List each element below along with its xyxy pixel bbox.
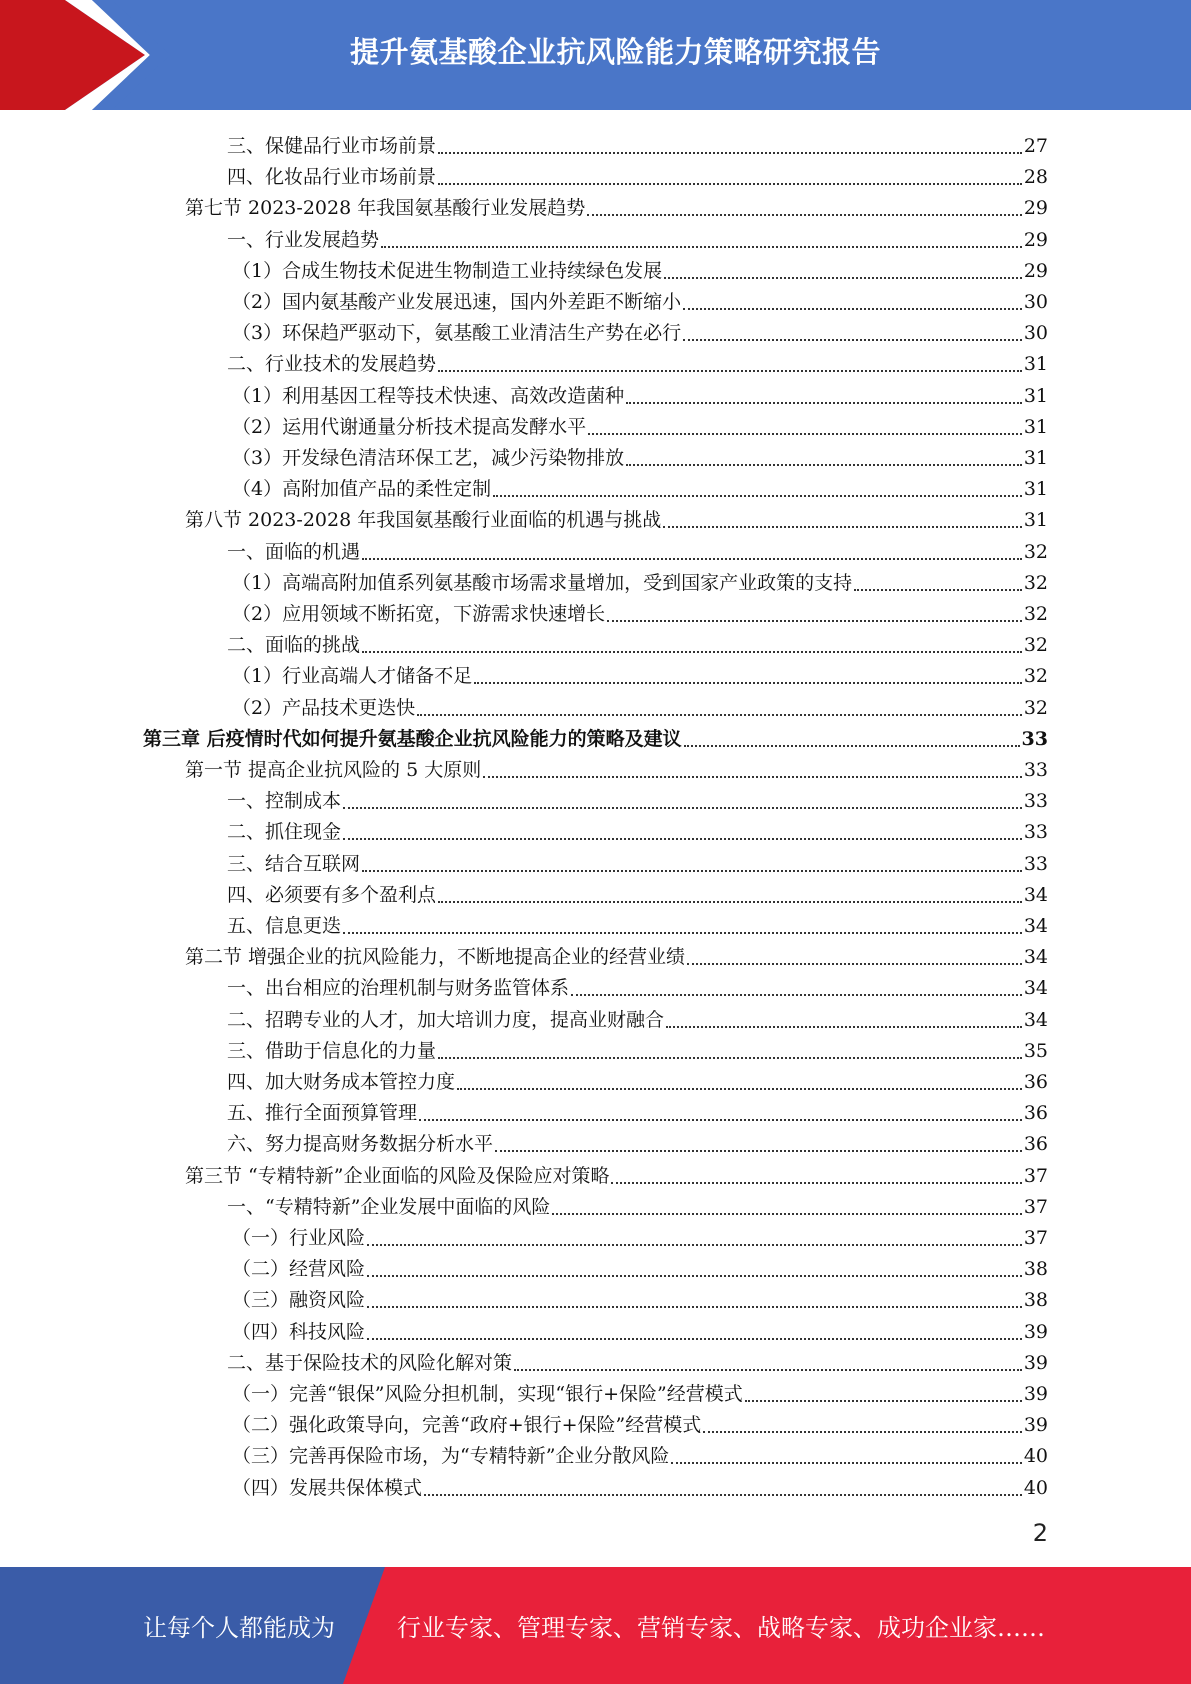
toc-entry-page: 32 <box>1023 665 1048 688</box>
toc-leader-dots <box>362 650 1022 653</box>
toc-entry-page: 31 <box>1023 509 1048 532</box>
toc-entry-label: （二）经营风险 <box>232 1258 366 1281</box>
toc-entry-page: 29 <box>1023 259 1048 282</box>
toc-leader-dots <box>424 1493 1022 1496</box>
toc-entry[interactable] <box>232 595 1048 626</box>
toc-entry-page: 33 <box>1023 821 1048 844</box>
page-footer <box>0 1567 1191 1684</box>
toc-entry-page: 29 <box>1023 228 1048 251</box>
toc-leader-dots <box>626 401 1022 404</box>
toc-leader-dots <box>664 276 1022 279</box>
toc-leader-dots <box>362 557 1022 560</box>
toc-leader-dots <box>611 1181 1021 1184</box>
toc-entry-page: 32 <box>1023 571 1048 594</box>
toc-entry[interactable] <box>227 845 1048 876</box>
toc-entry-page: 31 <box>1023 478 1048 501</box>
toc-leader-dots <box>438 1056 1022 1059</box>
toc-leader-dots <box>362 869 1022 872</box>
toc-entry-label: 四、加大财务成本管控力度 <box>227 1071 456 1093</box>
toc-entry-page: 39 <box>1023 1320 1048 1343</box>
toc-entry-label: 一、控制成本 <box>227 790 342 813</box>
toc-entry[interactable] <box>227 1188 1048 1219</box>
toc-entry-label: 第一节 提高企业抗风险的 5 大原则 <box>185 759 482 781</box>
toc-entry-label: （2）产品技术更迭快 <box>232 696 416 719</box>
toc-entry-page: 36 <box>1023 1102 1048 1125</box>
toc-entry-label: （3）环保趋严驱动下，氨基酸工业清洁生产势在必行 <box>232 322 682 345</box>
toc-leader-dots <box>438 900 1022 903</box>
toc-leader-dots <box>854 588 1022 591</box>
toc-entry-page: 39 <box>1023 1383 1048 1405</box>
toc-entry-label: 一、行业发展趋势 <box>227 228 380 251</box>
toc-entry-page: 39 <box>1023 1414 1048 1437</box>
toc-entry[interactable] <box>227 813 1048 844</box>
toc-leader-dots <box>703 1430 1022 1433</box>
toc-entry-page: 34 <box>1023 915 1048 937</box>
toc-entry-label: （2）国内氨基酸产业发展迅速，国内外差距不断缩小 <box>232 291 682 313</box>
toc-entry[interactable] <box>227 533 1048 564</box>
footer-slogan-left: 让每个人都能成为 <box>143 1614 335 1642</box>
toc-leader-dots <box>343 837 1022 840</box>
toc-entry-page: 37 <box>1023 1195 1048 1218</box>
toc-entry-label: （1）行业高端人才储备不足 <box>232 665 473 688</box>
toc-entry-page: 32 <box>1023 540 1048 563</box>
toc-entry-label: 三、结合互联网 <box>227 852 361 875</box>
toc-entry[interactable] <box>227 1125 1048 1156</box>
toc-leader-dots <box>381 245 1022 248</box>
toc-entry-page: 31 <box>1023 415 1048 438</box>
toc-leader-dots <box>367 1337 1022 1340</box>
toc-entry[interactable] <box>232 1437 1048 1468</box>
toc-entry-label: （4）高附加值产品的柔性定制 <box>232 478 492 501</box>
toc-leader-dots <box>417 713 1022 716</box>
toc-entry-label: （2）应用领域不断拓宽，下游需求快速增长 <box>232 603 606 625</box>
toc-leader-dots <box>745 1399 1022 1402</box>
toc-entry[interactable] <box>227 221 1048 252</box>
toc-entry-page: 40 <box>1023 1445 1048 1468</box>
toc-entry-label: 六、努力提高财务数据分析水平 <box>227 1133 494 1156</box>
toc-entry[interactable] <box>232 1406 1048 1437</box>
toc-entry[interactable] <box>227 1063 1048 1094</box>
toc-entry[interactable] <box>227 345 1048 376</box>
toc-entry-page: 30 <box>1023 322 1048 345</box>
footer-slogan-right: 行业专家、管理专家、营销专家、战略专家、成功企业家…… <box>397 1614 1045 1642</box>
toc-leader-dots <box>671 1461 1021 1464</box>
toc-entry-label: 第二节 增强企业的抗风险能力，不断地提高企业的经营业绩 <box>185 946 686 969</box>
toc-entry-page: 28 <box>1023 166 1048 189</box>
toc-leader-dots <box>474 681 1022 684</box>
toc-entry-page: 34 <box>1023 1008 1048 1031</box>
toc-leader-dots <box>663 525 1022 528</box>
page-number: 2 <box>1032 1519 1048 1547</box>
toc-entry[interactable] <box>227 1094 1048 1125</box>
toc-entry-label: 二、抓住现金 <box>227 821 342 844</box>
toc-entry[interactable] <box>232 283 1048 314</box>
toc-leader-dots <box>683 338 1022 341</box>
toc-entry[interactable] <box>143 720 1048 751</box>
toc-entry-label: 一、面临的机遇 <box>227 540 361 563</box>
toc-entry[interactable] <box>232 408 1048 439</box>
page-header <box>0 0 1191 110</box>
toc-entry-page: 34 <box>1023 883 1048 906</box>
toc-entry[interactable] <box>232 564 1048 595</box>
toc-leader-dots <box>626 463 1022 466</box>
toc-entry-page: 30 <box>1023 291 1048 313</box>
toc-entry-page: 27 <box>1023 135 1048 157</box>
toc-entry-label: （1）高端高附加值系列氨基酸市场需求量增加，受到国家产业政策的支持 <box>232 571 853 594</box>
toc-entry-label: （二）强化政策导向，完善“政府+银行+保险”经营模式 <box>232 1414 702 1437</box>
toc-entry[interactable] <box>232 1219 1048 1250</box>
toc-leader-dots <box>438 151 1022 154</box>
toc-entry[interactable] <box>232 314 1048 345</box>
toc-entry-page: 32 <box>1023 696 1048 719</box>
toc-leader-dots <box>457 1087 1022 1090</box>
toc-leader-dots <box>571 993 1022 996</box>
toc-entry-page: 33 <box>1023 790 1048 813</box>
toc-entry[interactable] <box>232 1313 1048 1344</box>
toc-entry-label: 第三章 后疫情时代如何提升氨基酸企业抗风险能力的策略及建议 <box>143 727 682 750</box>
toc-entry[interactable] <box>185 751 1048 782</box>
toc-leader-dots <box>666 1025 1022 1028</box>
toc-entry-label: 二、行业技术的发展趋势 <box>227 353 437 376</box>
toc-entry[interactable] <box>185 1157 1048 1188</box>
toc-entry-page: 38 <box>1023 1289 1048 1312</box>
toc-entry[interactable] <box>227 782 1048 813</box>
toc-entry-page: 37 <box>1023 1164 1048 1187</box>
toc-entry[interactable] <box>232 1375 1048 1406</box>
toc-entry-label: 四、化妆品行业市场前景 <box>227 166 437 189</box>
toc-entry-label: （一）完善“银保”风险分担机制，实现“银行+保险”经营模式 <box>232 1383 743 1405</box>
toc-entry-label: 第七节 2023-2028 年我国氨基酸行业发展趋势 <box>185 197 586 220</box>
toc-entry-page: 36 <box>1023 1071 1048 1093</box>
toc-leader-dots <box>483 775 1022 778</box>
toc-leader-dots <box>552 1212 1021 1215</box>
toc-entry[interactable] <box>227 876 1048 907</box>
toc-entry[interactable] <box>185 189 1048 220</box>
toc-entry-label: 四、必须要有多个盈利点 <box>227 883 437 906</box>
toc-leader-dots <box>367 1274 1022 1277</box>
toc-leader-dots <box>493 494 1022 497</box>
toc-entry-label: （1）合成生物技术促进生物制造工业持续绿色发展 <box>232 259 663 282</box>
toc-entry-label: 一、“专精特新”企业发展中面临的风险 <box>227 1195 551 1218</box>
toc-leader-dots <box>683 307 1022 310</box>
toc-leader-dots <box>438 182 1022 185</box>
toc-leader-dots <box>343 806 1022 809</box>
toc-entry-label: （四）科技风险 <box>232 1320 366 1343</box>
toc-entry-label: （2）运用代谢通量分析技术提高发酵水平 <box>232 415 587 438</box>
toc-entry-page: 34 <box>1023 946 1048 969</box>
toc-entry[interactable] <box>227 158 1048 189</box>
toc-leader-dots <box>367 1305 1022 1308</box>
toc-entry-page: 31 <box>1023 447 1048 469</box>
toc-entry-label: 第八节 2023-2028 年我国氨基酸行业面临的机遇与挑战 <box>185 509 662 532</box>
toc-entry-page: 40 <box>1023 1476 1048 1499</box>
toc-entry-label: 二、基于保险技术的风险化解对策 <box>227 1351 513 1374</box>
toc-entry-label: 五、推行全面预算管理 <box>227 1102 418 1125</box>
toc-entry-page: 39 <box>1023 1351 1048 1374</box>
toc-entry[interactable] <box>227 969 1048 1000</box>
toc-leader-dots <box>588 432 1022 435</box>
document-title: 提升氨基酸企业抗风险能力策略研究报告 <box>349 34 881 69</box>
toc-entry-page: 31 <box>1023 384 1048 407</box>
toc-entry-label: （三）融资风险 <box>232 1289 366 1312</box>
toc-entry-label: 三、保健品行业市场前景 <box>227 135 437 157</box>
toc-entry[interactable] <box>227 626 1048 657</box>
toc-entry-label: 二、面临的挑战 <box>227 634 361 657</box>
toc-entry-page: 35 <box>1023 1039 1048 1062</box>
toc-entry[interactable] <box>232 470 1048 501</box>
toc-entry[interactable] <box>232 439 1048 470</box>
toc-entry-label: （四）发展共保体模式 <box>232 1476 423 1499</box>
toc-entry[interactable] <box>227 907 1048 938</box>
toc-entry[interactable] <box>232 689 1048 720</box>
toc-entry-page: 33 <box>1023 852 1048 875</box>
toc-entry-label: 一、出台相应的治理机制与财务监管体系 <box>227 977 570 1000</box>
toc-entry[interactable] <box>232 1250 1048 1281</box>
toc-entry-label: （1）利用基因工程等技术快速、高效改造菌种 <box>232 384 625 407</box>
toc-entry-page: 37 <box>1023 1227 1048 1249</box>
toc-entry[interactable] <box>232 1281 1048 1312</box>
toc-entry-page: 32 <box>1023 603 1048 625</box>
toc-entry-label: （3）开发绿色清洁环保工艺，减少污染物排放 <box>232 447 625 469</box>
toc-leader-dots <box>419 1118 1022 1121</box>
toc-leader-dots <box>495 1149 1022 1152</box>
toc-entry-page: 32 <box>1023 634 1048 657</box>
toc-entry-label: 第三节 “专精特新”企业面临的风险及保险应对策略 <box>185 1164 610 1187</box>
toc-entry-label: 三、借助于信息化的力量 <box>227 1039 437 1062</box>
toc-entry[interactable] <box>227 1344 1048 1375</box>
toc-entry-page: 34 <box>1023 977 1048 1000</box>
toc-entry[interactable] <box>232 657 1048 688</box>
toc-entry[interactable] <box>227 1001 1048 1032</box>
toc-entry-page: 33 <box>1023 759 1048 781</box>
toc-leader-dots <box>687 962 1022 965</box>
toc-leader-dots <box>684 744 1020 747</box>
toc-entry-page: 36 <box>1023 1133 1048 1156</box>
toc-entry[interactable] <box>185 501 1048 532</box>
toc-entry-label: 二、招聘专业的人才，加大培训力度，提高业财融合 <box>227 1008 665 1031</box>
toc-leader-dots <box>514 1368 1022 1371</box>
toc-entry-page: 29 <box>1023 197 1048 220</box>
toc-leader-dots <box>438 369 1022 372</box>
toc-entry-page: 38 <box>1023 1258 1048 1281</box>
toc-leader-dots <box>607 619 1022 622</box>
toc-entry-page: 33 <box>1021 727 1048 750</box>
toc-entry[interactable] <box>232 1469 1048 1500</box>
toc-entry[interactable] <box>227 1032 1048 1063</box>
toc-entry-page: 31 <box>1023 353 1048 376</box>
toc-leader-dots <box>367 1243 1022 1246</box>
toc-entry[interactable] <box>227 127 1048 158</box>
toc-entry-label: （三）完善再保险市场，为“专精特新”企业分散风险 <box>232 1445 670 1468</box>
toc-entry[interactable] <box>185 938 1048 969</box>
toc-leader-dots <box>587 213 1022 216</box>
toc-entry-label: （一）行业风险 <box>232 1227 366 1249</box>
toc-leader-dots <box>343 931 1022 934</box>
toc-entry[interactable] <box>232 377 1048 408</box>
toc-entry-label: 五、信息更迭 <box>227 915 342 937</box>
toc-entry[interactable] <box>232 252 1048 283</box>
